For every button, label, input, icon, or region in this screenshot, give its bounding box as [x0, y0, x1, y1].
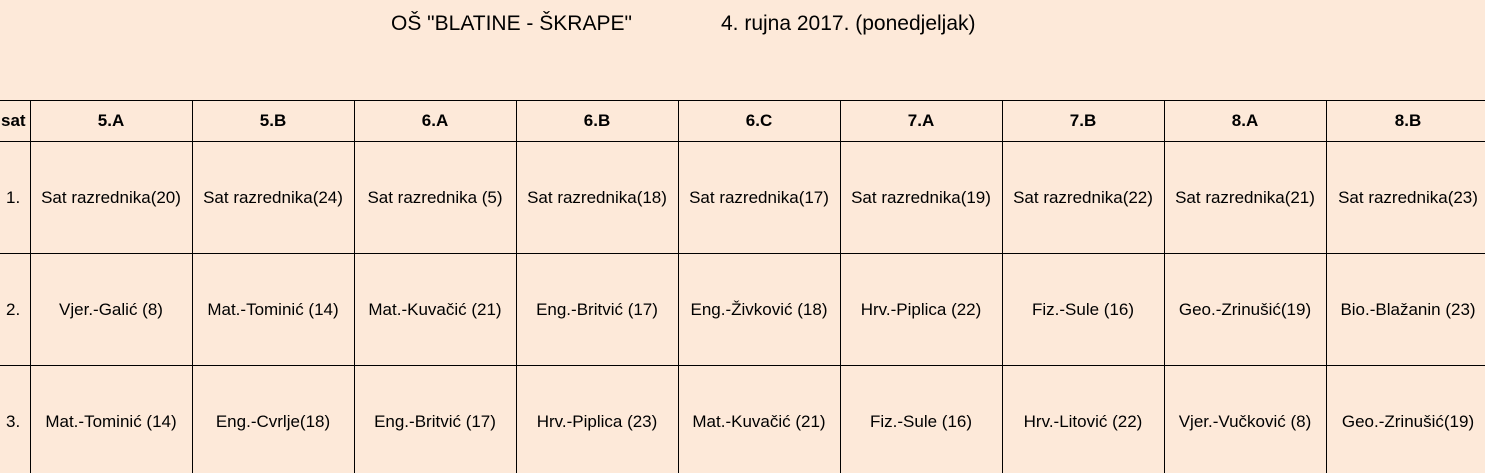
table-cell: Eng.-Britvić (17) [354, 366, 516, 473]
table-cell: Fiz.-Sule (16) [840, 366, 1002, 473]
table-cell: Sat razrednika(23) [1326, 142, 1485, 254]
table-cell: Mat.-Kuvačić (21) [678, 366, 840, 473]
table-cell: Sat razrednika(24) [192, 142, 354, 254]
table-cell: Vjer.-Vučković (8) [1164, 366, 1326, 473]
table-cell: Geo.-Zrinušić(19) [1326, 366, 1485, 473]
table-cell: Vjer.-Galić (8) [30, 254, 192, 366]
table-cell: Sat razrednika(22) [1002, 142, 1164, 254]
table-cell: Hrv.-Piplica (22) [840, 254, 1002, 366]
table-cell: Sat razrednika (5) [354, 142, 516, 254]
table-cell: Geo.-Zrinušić(19) [1164, 254, 1326, 366]
column-header-sat: sat [0, 101, 30, 142]
period-number: 3. [0, 366, 30, 473]
table-cell: Eng.-Živković (18) [678, 254, 840, 366]
column-header-6c: 6.C [678, 101, 840, 142]
table-cell: Sat razrednika(19) [840, 142, 1002, 254]
column-header-5a: 5.A [30, 101, 192, 142]
table-cell: Fiz.-Sule (16) [1002, 254, 1164, 366]
period-number: 2. [0, 254, 30, 366]
table-cell: Sat razrednika(17) [678, 142, 840, 254]
table-cell: Sat razrednika(21) [1164, 142, 1326, 254]
column-header-7b: 7.B [1002, 101, 1164, 142]
table-cell: Sat razrednika(18) [516, 142, 678, 254]
table-cell: Mat.-Tominić (14) [192, 254, 354, 366]
table-cell: Mat.-Tominić (14) [30, 366, 192, 473]
table-row [0, 254, 1485, 366]
column-header-7a: 7.A [840, 101, 1002, 142]
period-number: 1. [0, 142, 30, 254]
table-row [0, 366, 1485, 473]
column-header-5b: 5.B [192, 101, 354, 142]
column-header-8a: 8.A [1164, 101, 1326, 142]
column-header-6b: 6.B [516, 101, 678, 142]
header-row [0, 101, 1485, 142]
table-cell: Eng.-Cvrlje(18) [192, 366, 354, 473]
table-cell: Eng.-Britvić (17) [516, 254, 678, 366]
column-header-8b: 8.B [1326, 101, 1485, 142]
table-cell: Sat razrednika(20) [30, 142, 192, 254]
table-cell: Hrv.-Piplica (23) [516, 366, 678, 473]
table-cell: Mat.-Kuvačić (21) [354, 254, 516, 366]
schedule-table [0, 100, 1485, 473]
column-header-6a: 6.A [354, 101, 516, 142]
date-title: 4. rujna 2017. (ponedjeljak) [721, 12, 976, 35]
table-cell: Bio.-Blažanin (23) [1326, 254, 1485, 366]
table-cell: Hrv.-Litović (22) [1002, 366, 1164, 473]
table-row [0, 142, 1485, 254]
school-title: OŠ "BLATINE - ŠKRAPE" [391, 12, 632, 35]
